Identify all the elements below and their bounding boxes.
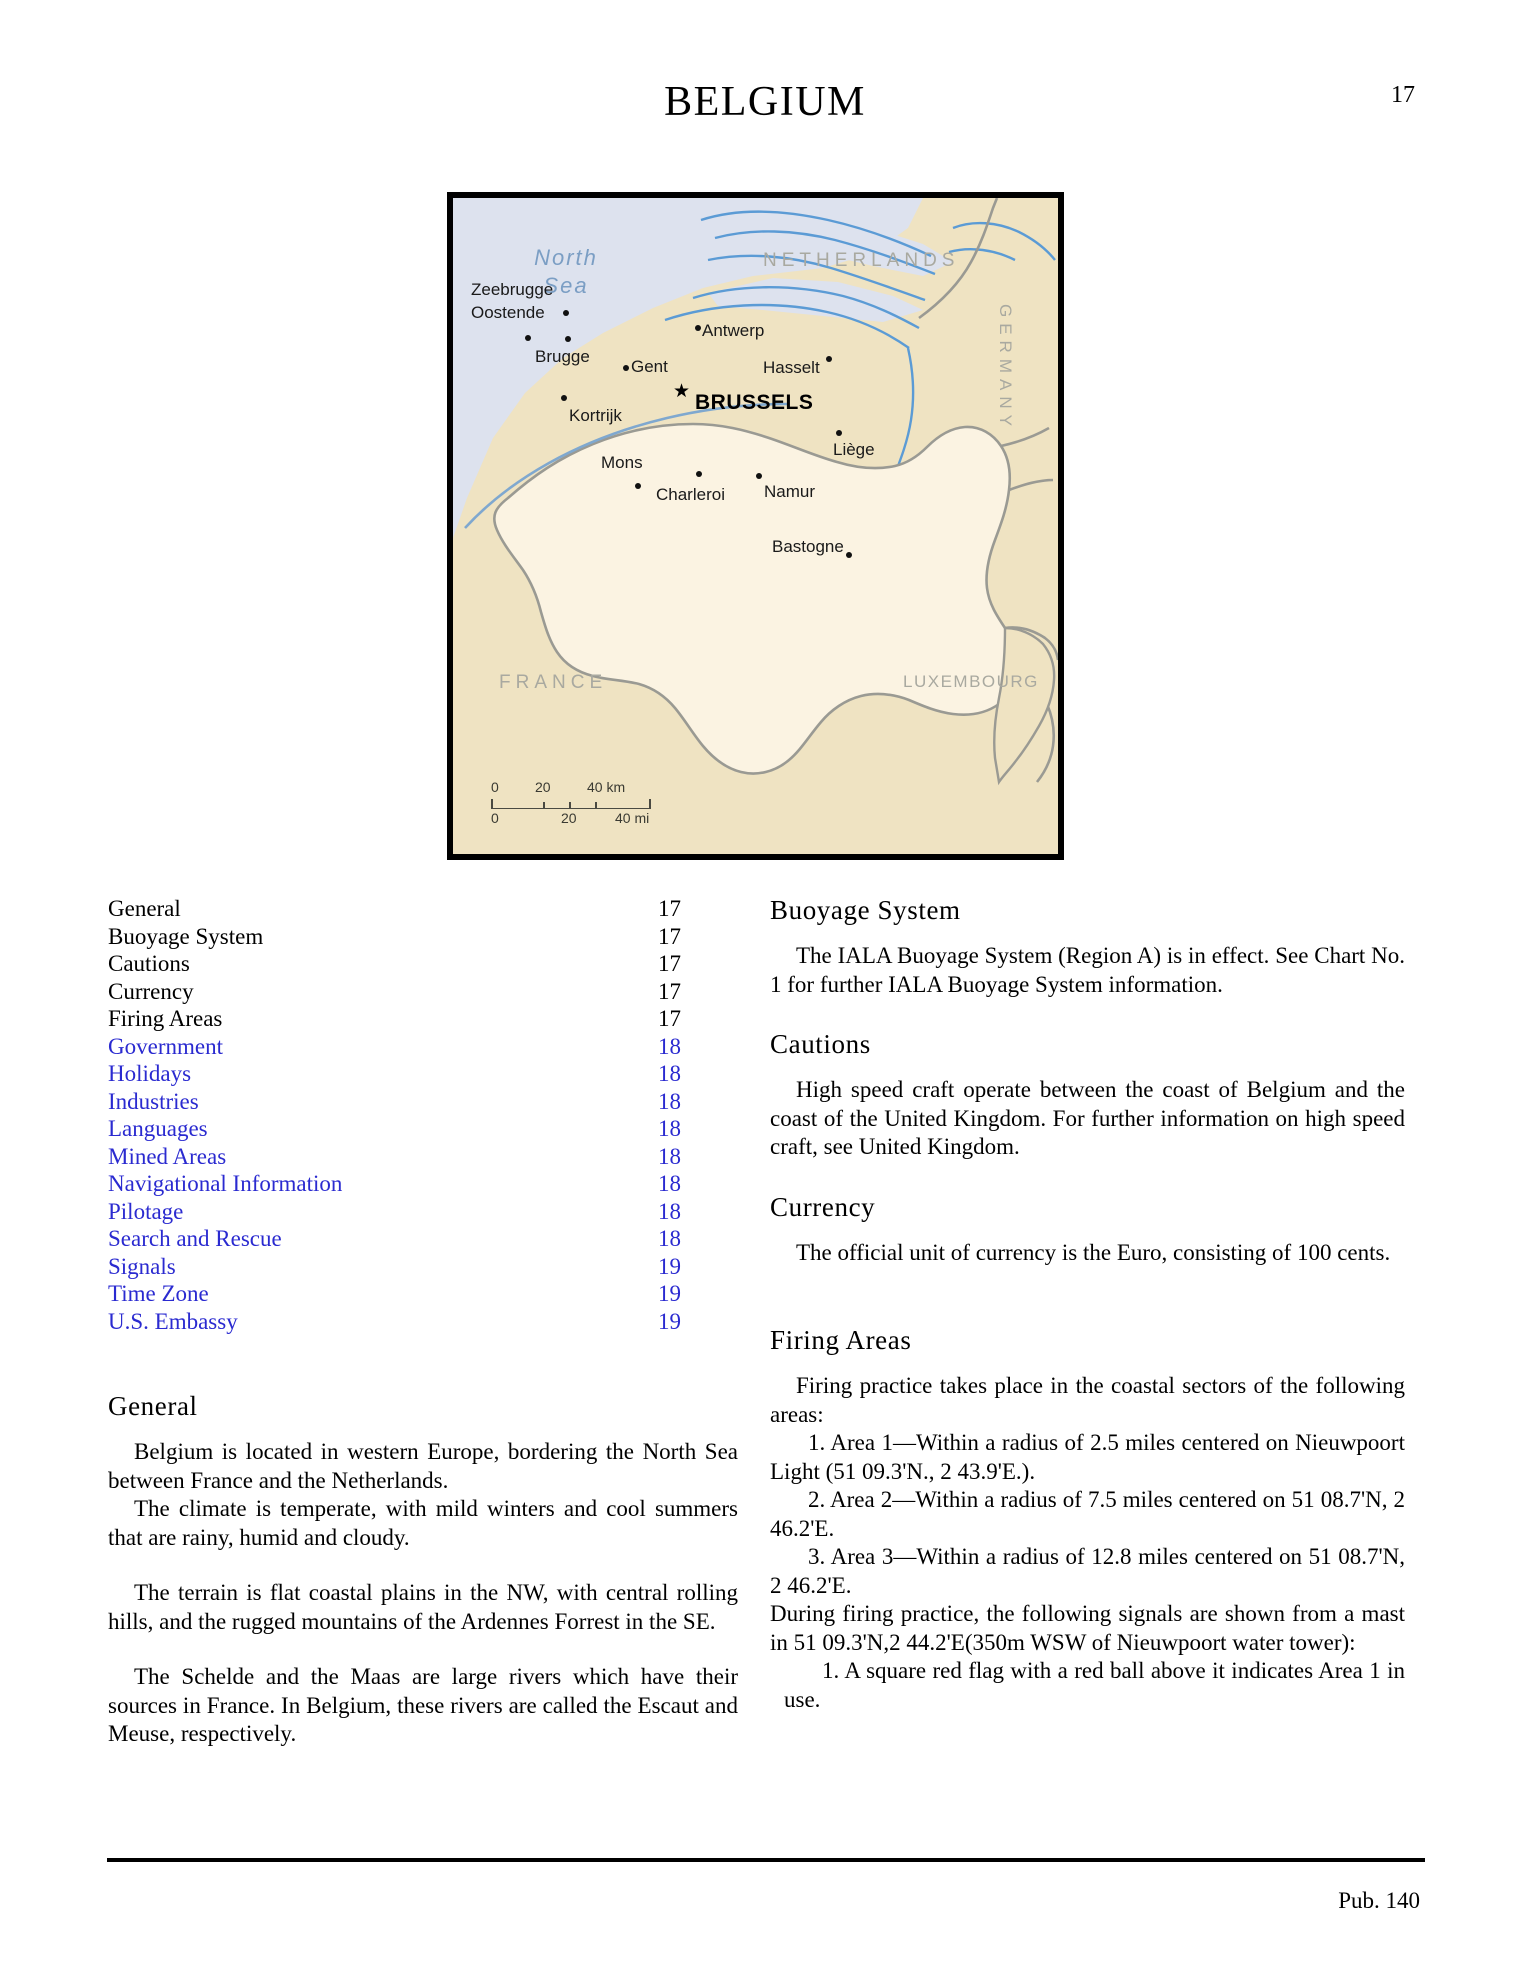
toc-label-industries[interactable]: Industries [108, 1088, 199, 1114]
map-label-north-sea: North Sea [534, 245, 598, 298]
map-scale-bar [491, 779, 651, 828]
firing-areas-paragraph-2: During firing practice, the following signals are shown from a mast in 51 09.3'N,2 44.2'E(350m WSW of Nieuwpoort water tower): [770, 1601, 1405, 1655]
toc-label-search-and-rescue[interactable]: Search and Rescue [108, 1226, 282, 1251]
toc-page-search-and-rescue: 18 [658, 1226, 681, 1251]
right-column [770, 895, 1405, 1714]
table-of-contents [108, 895, 738, 1335]
map-label-france: FRANCE [499, 672, 608, 693]
toc-label-general[interactable]: General [108, 896, 181, 921]
footer-divider [107, 1858, 1425, 1862]
toc-label-holidays[interactable]: Holidays [108, 1061, 192, 1086]
map-label-gent: Gent [631, 357, 668, 376]
map-label-netherlands: NETHERLANDS [763, 250, 960, 271]
map-label-namur: Namur [764, 482, 816, 501]
toc-page-government: 18 [658, 1033, 681, 1059]
toc-row-buoyage-system[interactable] [108, 923, 738, 951]
toc-row-search-and-rescue[interactable] [108, 1225, 738, 1253]
publication-label: Pub. 140 [1338, 1888, 1420, 1913]
map-label-zeebrugge: Zeebrugge [471, 280, 554, 299]
map-dot-liege [836, 430, 842, 436]
toc-label-cautions[interactable]: Cautions [108, 951, 190, 976]
map-label-brugge: Brugge [535, 347, 590, 366]
map-label-antwerp: Antwerp [702, 321, 765, 340]
scale-mi-labels: 0 20 40 mi [491, 810, 650, 826]
general-paragraph-1: Belgium is located in western Europe, bordering the North Sea between France and the Netherlands. [108, 1439, 738, 1493]
toc-page-general: 17 [658, 896, 681, 921]
map-label-hasselt: Hasselt [763, 358, 820, 377]
toc-label-navigational-information[interactable]: Navigational Information [108, 1171, 343, 1196]
map-dot-oostende [525, 335, 531, 341]
buoyage-paragraph-1: The IALA Buoyage System (Region A) is in effect. See Chart No. 1 for further IALA Buoyage System information. [770, 943, 1405, 997]
section-heading-buoyage-system: Buoyage System [770, 895, 961, 925]
map-label-brussels: BRUSSELS [695, 391, 814, 414]
toc-row-us-embassy[interactable] [108, 1308, 738, 1336]
toc-page-buoyage-system: 17 [658, 923, 681, 949]
cautions-paragraph-1: High speed craft operate between the coast of Belgium and the coast of the United Kingdom. For further information on high speed craft, see United Kingdom. [770, 1077, 1405, 1159]
toc-row-general[interactable] [108, 895, 738, 923]
toc-row-navigational-information[interactable] [108, 1170, 738, 1198]
page-number: 17 [1391, 82, 1415, 108]
toc-label-us-embassy[interactable]: U.S. Embassy [108, 1308, 238, 1334]
toc-row-cautions[interactable] [108, 950, 738, 978]
map-label-bastogne: Bastogne [772, 537, 844, 556]
firing-areas-item-2: 2. Area 2—Within a radius of 7.5 miles centered on 51 08.7'N, 2 46.2'E. [770, 1487, 1405, 1541]
scale-bar-line [491, 799, 651, 809]
toc-label-languages[interactable]: Languages [108, 1116, 208, 1141]
page-title: BELGIUM [664, 79, 866, 125]
general-paragraph-3: The terrain is flat coastal plains in the NW, with central rolling hills, and the rugged mountains of the Ardennes Forrest in the SE. [108, 1580, 738, 1634]
map-label-germany: GERMANY [996, 304, 1015, 432]
toc-row-industries[interactable] [108, 1088, 738, 1116]
section-heading-firing-areas: Firing Areas [770, 1325, 912, 1355]
firing-areas-item-1: 1. Area 1—Within a radius of 2.5 miles centered on Nieuwpoort Light (51 09.3'N., 2 43.9'E.). [770, 1430, 1405, 1484]
toc-label-government[interactable]: Government [108, 1033, 223, 1059]
map-label-liege: Liège [833, 440, 875, 459]
toc-page-us-embassy: 19 [658, 1308, 681, 1334]
toc-row-currency[interactable] [108, 978, 738, 1006]
toc-label-pilotage[interactable]: Pilotage [108, 1198, 184, 1224]
firing-areas-signal-1: 1. A square red flag with a red ball above it indicates Area 1 in use. [784, 1658, 1405, 1712]
map-label-luxembourg: LUXEMBOURG [903, 672, 1039, 691]
toc-row-firing-areas[interactable] [108, 1005, 738, 1033]
toc-page-time-zone: 19 [658, 1281, 681, 1306]
map-dot-bastogne [846, 552, 852, 558]
map-dot-kortrijk [561, 395, 567, 401]
toc-page-firing-areas: 17 [658, 1006, 681, 1031]
toc-page-cautions: 17 [658, 951, 681, 976]
currency-paragraph-1: The official unit of currency is the Euro, consisting of 100 cents. [796, 1239, 1391, 1265]
map-dot-gent [623, 365, 629, 371]
toc-row-government[interactable] [108, 1033, 738, 1061]
firing-areas-item-3: 3. Area 3—Within a radius of 12.8 miles centered on 51 08.7'N, 2 46.2'E. [770, 1544, 1405, 1598]
map-dot-zeebrugge [563, 310, 569, 316]
toc-label-firing-areas[interactable]: Firing Areas [108, 1006, 223, 1031]
map-label-mons: Mons [601, 453, 643, 472]
general-paragraph-2: The climate is temperate, with mild winters and cool summers that are rainy, humid and cloudy. [108, 1496, 738, 1550]
toc-row-pilotage[interactable] [108, 1198, 738, 1226]
toc-row-signals[interactable] [108, 1253, 738, 1281]
toc-label-mined-areas[interactable]: Mined Areas [108, 1143, 227, 1169]
belgium-map [447, 192, 1064, 860]
toc-label-buoyage-system[interactable]: Buoyage System [108, 923, 264, 949]
toc-label-signals[interactable]: Signals [108, 1253, 176, 1279]
left-column [108, 895, 738, 1749]
toc-row-holidays[interactable] [108, 1060, 738, 1088]
map-dot-charleroi [696, 471, 702, 477]
map-dot-antwerp [695, 325, 701, 331]
toc-label-time-zone[interactable]: Time Zone [108, 1281, 209, 1306]
toc-page-holidays: 18 [658, 1061, 681, 1086]
toc-page-mined-areas: 18 [658, 1143, 681, 1169]
toc-row-languages[interactable] [108, 1115, 738, 1143]
general-paragraph-4: The Schelde and the Maas are large rivers which have their sources in France. In Belgium, these rivers are called the Escaut and Meuse, respectively. [108, 1664, 738, 1746]
capital-star-icon: ★ [673, 381, 691, 402]
map-dot-mons [635, 483, 641, 489]
section-heading-general: General [108, 1391, 198, 1421]
section-heading-cautions: Cautions [770, 1029, 871, 1059]
map-dot-hasselt [826, 356, 832, 362]
toc-page-languages: 18 [658, 1116, 681, 1141]
toc-page-industries: 18 [658, 1088, 681, 1114]
toc-label-currency[interactable]: Currency [108, 978, 194, 1004]
toc-page-currency: 17 [658, 978, 681, 1004]
firing-areas-paragraph-1: Firing practice takes place in the coastal sectors of the following areas: [770, 1373, 1405, 1427]
toc-row-time-zone[interactable] [108, 1280, 738, 1308]
map-label-oostende: Oostende [471, 303, 545, 322]
toc-page-signals: 19 [658, 1253, 681, 1279]
toc-row-mined-areas[interactable] [108, 1143, 738, 1171]
toc-page-pilotage: 18 [658, 1198, 681, 1224]
map-label-kortrijk: Kortrijk [569, 406, 622, 425]
section-heading-currency: Currency [770, 1191, 876, 1222]
toc-page-navigational-information: 18 [658, 1171, 681, 1196]
map-canvas [453, 198, 1058, 854]
map-dot-namur [756, 473, 762, 479]
scale-km-labels: 0 20 40 km [491, 779, 626, 795]
map-dot-brugge [565, 336, 571, 342]
map-label-charleroi: Charleroi [656, 485, 725, 504]
